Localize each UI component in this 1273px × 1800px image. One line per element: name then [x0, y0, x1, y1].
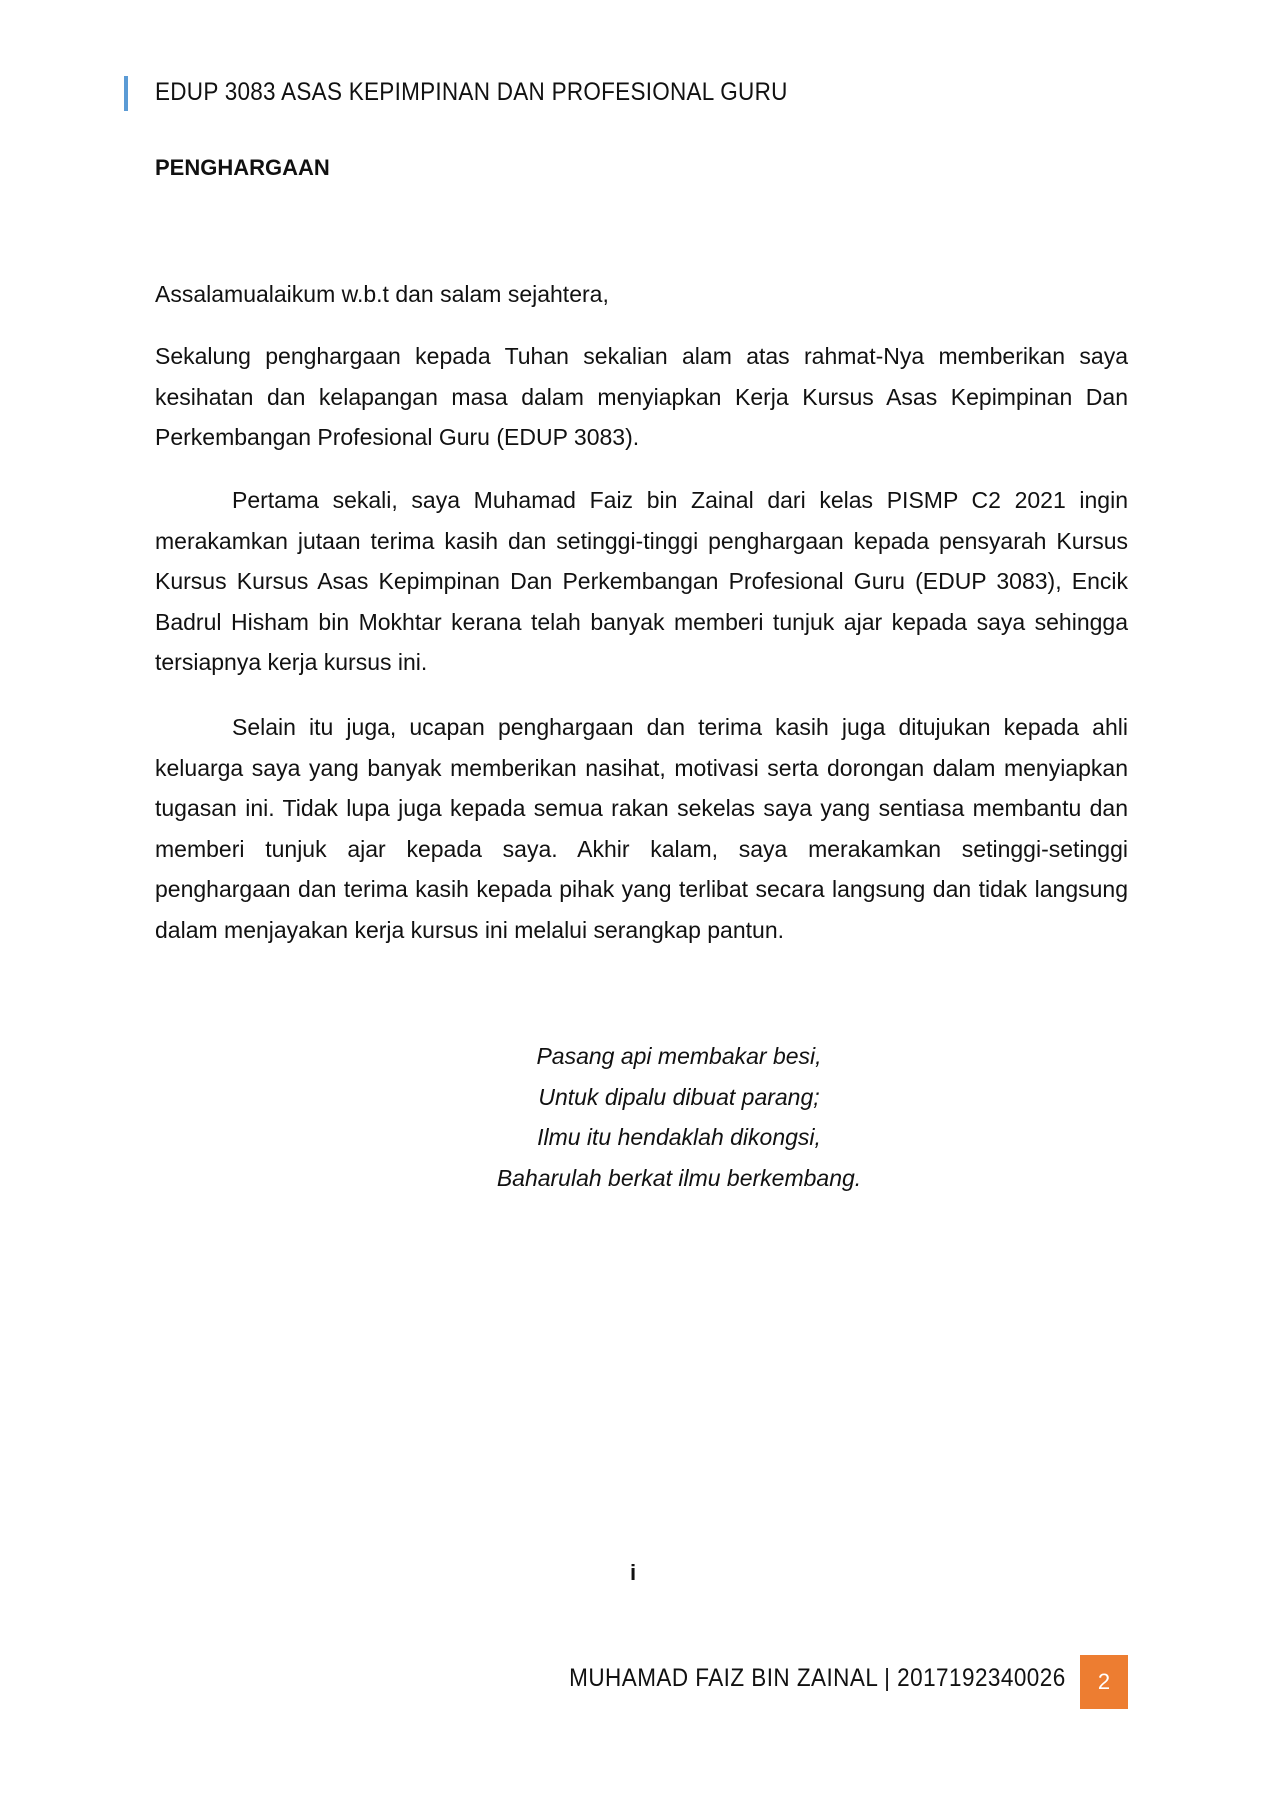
page-number: 2	[1097, 1669, 1111, 1694]
text-line: Kursus Kursus Asas Kepimpinan Dan Perkembangan Profesional Guru (EDUP 3083), Encik	[155, 568, 1128, 594]
pantun-line: Untuk dipalu dibuat parang;	[538, 1083, 820, 1110]
roman-page-number: i	[630, 1560, 637, 1585]
text-line: kesihatan dan kelapangan masa dalam menyiapkan Kerja Kursus Asas Kepimpinan Dan	[155, 383, 1128, 410]
page-number-badge	[1080, 1655, 1128, 1709]
pantun-line: Baharulah berkat ilmu berkembang.	[496, 1164, 862, 1191]
text-line: penghargaan dan terima kasih kepada pihak yang terlibat secara langsung dan tidak langsung	[155, 876, 1128, 902]
text-line: Sekalung penghargaan kepada Tuhan sekalian alam atas rahmat-Nya memberikan saya	[155, 343, 1128, 369]
pantun-line: Pasang api membakar besi,	[536, 1043, 822, 1069]
header-title: EDUP 3083 ASAS KEPIMPINAN DAN PROFESIONAL GURU	[155, 78, 788, 106]
paragraph-3	[155, 707, 1128, 950]
text-line: dalam menjayakan kerja kursus ini melalui serangkap pantun.	[155, 916, 785, 943]
paragraph-2	[155, 480, 1128, 683]
text-line: Perkembangan Profesional Guru (EDUP 3083).	[155, 424, 640, 450]
text-line: merakamkan jutaan terima kasih dan setinggi-tinggi penghargaan kepada pensyarah Kursus	[155, 527, 1128, 554]
text-line: Badrul Hisham bin Mokhtar kerana telah banyak memberi tunjuk ajar kepada saya sehingga	[155, 608, 1128, 635]
pantun-line: Ilmu itu hendaklah dikongsi,	[537, 1124, 821, 1150]
pantun	[380, 1036, 978, 1198]
text-line: Selain itu juga, ucapan penghargaan dan terima kasih juga ditujukan kepada ahli	[232, 714, 1128, 740]
greeting-line: Assalamualaikum w.b.t dan salam sejahtera,	[155, 281, 609, 307]
text-line: tersiapnya kerja kursus ini.	[155, 649, 428, 675]
section-heading: PENGHARGAAN	[155, 155, 330, 180]
paragraph-1	[155, 336, 1128, 458]
text-line: Pertama sekali, saya Muhamad Faiz bin Zainal dari kelas PISMP C2 2021 ingin	[232, 487, 1128, 513]
header-accent-bar	[124, 76, 128, 111]
text-line: keluarga saya yang banyak memberikan nasihat, motivasi serta dorongan dalam menyiapkan	[155, 754, 1128, 781]
footer-author: MUHAMAD FAIZ BIN ZAINAL | 2017192340026	[569, 1664, 1066, 1692]
greeting	[155, 274, 1128, 315]
text-line: tugasan ini. Tidak lupa juga kepada semua rakan sekelas saya yang sentiasa membantu dan	[155, 795, 1128, 821]
text-line: memberi tunjuk ajar kepada saya. Akhir kalam, saya merakamkan setinggi-setinggi	[155, 835, 1128, 862]
